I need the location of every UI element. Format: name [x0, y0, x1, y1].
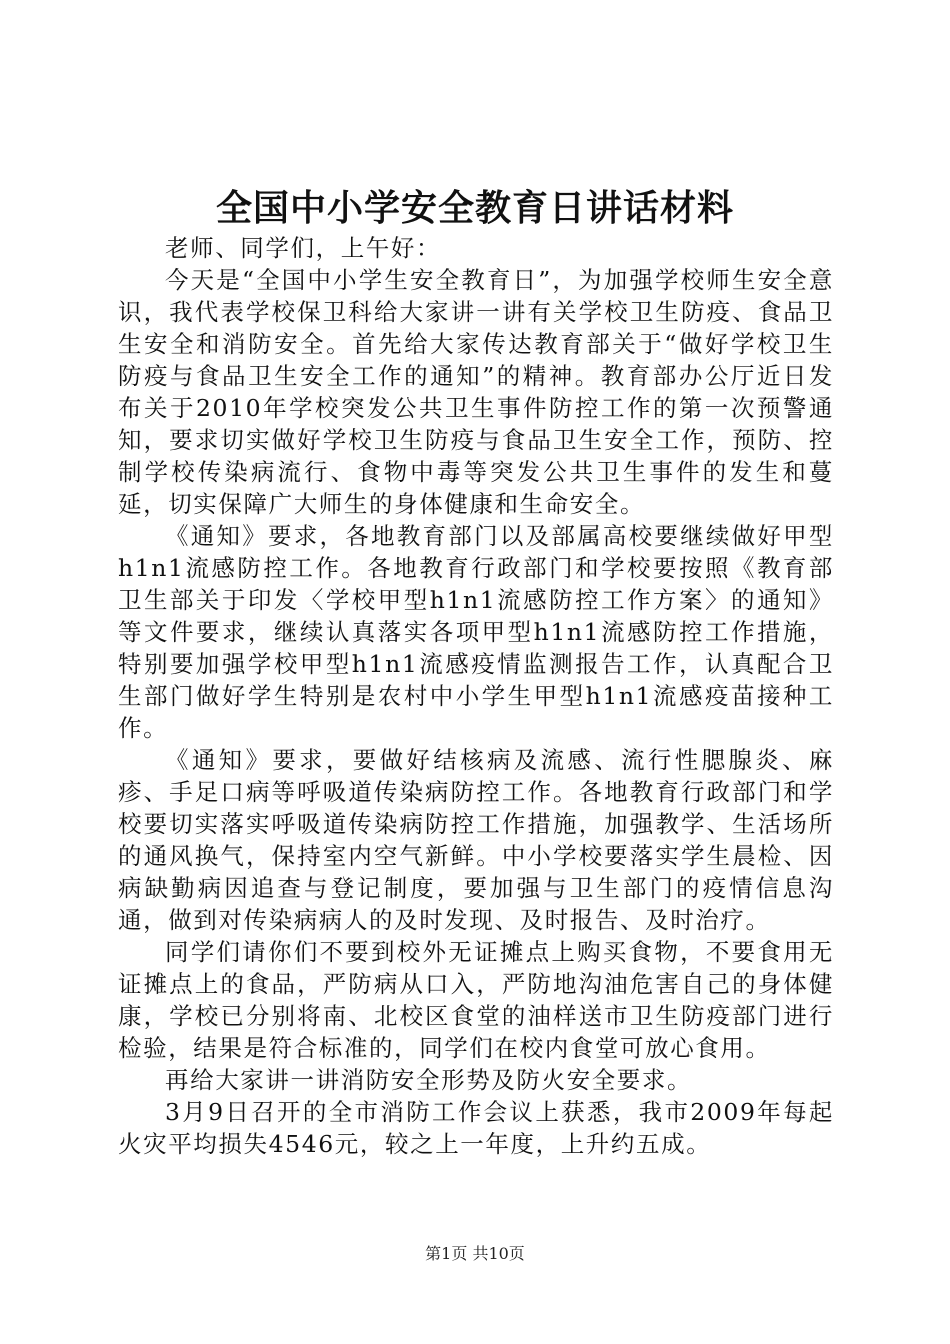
body-paragraph-food-safety: 同学们请你们不要到校外无证摊点上购买食物，不要食用无证摊点上的食品，严防病从口入，严防地沟油危害自己的身体健康，学校已分别将南、北校区食堂的油样送市卫生防疫部门进行检验，结果是符合标准的，同学们在校内食堂可放心食用。 [118, 938, 834, 1062]
body-paragraph-intro: 今天是“全国中小学生安全教育日”，为加强学校师生安全意识，我代表学校保卫科给大家讲一讲有关学校卫生防疫、食品卫生安全和消防安全。首先给大家传达教育部关于“做好学校卫生防疫与食品卫生安全工作的通知”的精神。教育部办公厅近日发布关于2010年学校突发公共卫生事件防控工作的第一次预警通知，要求切实做好学校卫生防疫与食品卫生安全工作，预防、控制学校传染病流行、食物中毒等突发公共卫生事件的发生和蔓延，切实保障广大师生的身体健康和生命安全。 [118, 266, 834, 518]
body-paragraph-fire-intro: 再给大家讲一讲消防安全形势及防火安全要求。 [165, 1066, 693, 1094]
document-title: 全国中小学安全教育日讲话材料 [215, 188, 734, 229]
page-number-footer: 第1页 共10页 [425, 1244, 525, 1263]
body-paragraph-h1n1: 《通知》要求，各地教育部门以及部属高校要继续做好甲型h1n1流感防控工作。各地教育行政部门和学校要按照《教育部卫生部关于印发〈学校甲型h1n1流感防控工作方案〉的通知》等文件要求，继续认真落实各项甲型h1n1流感防控工作措施，特别要加强学校甲型h1n1流感疫情监测报告工作，认真配合卫生部门做好学生特别是农村中小学生甲型h1n1流感疫苗接种工作。 [118, 522, 834, 742]
document-body [118, 232, 834, 1160]
body-paragraph-fire-stats: 3月9日召开的全市消防工作会议上获悉，我市2009年每起火灾平均损失4546元，较之上一年度，上升约五成。 [118, 1098, 834, 1158]
body-paragraph-respiratory: 《通知》要求，要做好结核病及流感、流行性腮腺炎、麻疹、手足口病等呼吸道传染病防控工作。各地教育行政部门和学校要切实落实呼吸道传染病防控工作措施，加强教学、生活场所的通风换气，保持室内空气新鲜。中小学校要落实学生晨检、因病缺勤病因追查与登记制度，要加强与卫生部门的疫情信息沟通，做到对传染病病人的及时发现、及时报告、及时治疗。 [118, 746, 834, 934]
greeting-paragraph: 老师、同学们，上午好： [165, 234, 442, 262]
